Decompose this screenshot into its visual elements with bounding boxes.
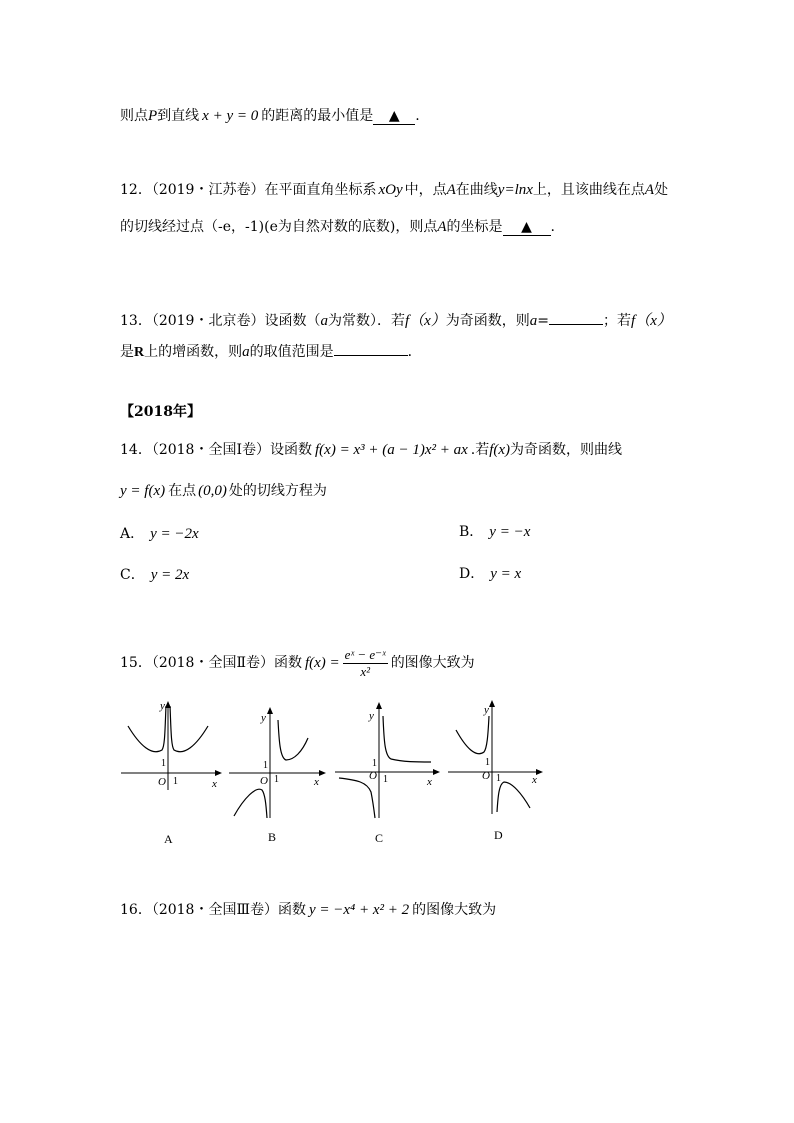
x-axis-label: x	[532, 774, 537, 786]
option-b[interactable]: B． y = −x	[459, 524, 531, 540]
y-axis-label: y	[160, 700, 165, 712]
origin-label: O	[260, 775, 268, 787]
question-12-line2: 的切线经过点（-e，-1)(e为自然对数的底数)，则点A的坐标是 ▲ .	[120, 219, 555, 235]
q11-tail: 则点P到直线 x + y = 0 的距离的最小值是 ▲ .	[120, 108, 420, 124]
graph-d-label: D	[494, 828, 503, 842]
y-axis-label: y	[369, 710, 374, 722]
graph-c[interactable]	[333, 698, 443, 820]
x-tick-1: 1	[496, 773, 501, 784]
question-16-line: 16．（2018・全国Ⅲ卷）函数 y = −x⁴ + x² + 2 的图像大致为	[120, 902, 497, 918]
y-tick-1: 1	[372, 758, 377, 769]
origin-label: O	[482, 770, 490, 782]
year-heading: 【2018年】	[120, 404, 201, 420]
x-axis-label: x	[314, 776, 319, 788]
y-tick-1: 1	[263, 760, 268, 771]
graph-a-label: A	[164, 832, 173, 846]
x-tick-1: 1	[173, 776, 178, 787]
option-a[interactable]: A． y = −2x	[120, 526, 199, 542]
graph-c-label: C	[375, 831, 384, 845]
origin-label: O	[369, 770, 377, 782]
y-tick-1: 1	[485, 757, 490, 768]
graph-b[interactable]	[226, 702, 328, 820]
question-14-line2: y = f(x) 在点 (0,0) 处的切线方程为	[120, 483, 327, 499]
answer-blank[interactable]: ▲	[373, 108, 415, 125]
question-13-line1: 13．（2019・北京卷）设函数（a为常数）．若f（x）为奇函数，则a= ；若f（x）	[120, 313, 672, 329]
y-axis-label: y	[261, 712, 266, 724]
question-12-line1: 12．（2019・江苏卷）在平面直角坐标系 xOy 中，点A在曲线y=lnx上，且该曲线在点A处	[120, 182, 669, 198]
question-14-line1: 14．（2018・全国Ⅰ卷）设函数 f(x) = x³ + (a − 1)x² + ax .若f(x)为奇函数，则曲线	[120, 442, 623, 458]
x-axis-label: x	[427, 776, 432, 788]
origin-label: O	[158, 776, 166, 788]
graph-d[interactable]	[446, 696, 546, 818]
fraction: $\frac{\text{eˣ − e⁻ˣ}}{\text{x²}}$	[344, 646, 386, 679]
option-c[interactable]: C． y = 2x	[120, 567, 190, 583]
graph-a[interactable]	[118, 698, 224, 793]
y-axis-label: y	[484, 704, 489, 716]
graph-b-label: B	[268, 830, 277, 844]
x-tick-1: 1	[274, 774, 279, 785]
x-axis-label: x	[212, 778, 217, 790]
question-13-line2: 是R上的增函数，则a的取值范围是 ．	[120, 344, 422, 360]
answer-blank[interactable]: ▲	[503, 219, 551, 236]
question-15-line: 15．（2018・全国Ⅱ卷）函数 f(x) = $\frac{\text{eˣ − e⁻ˣ}}{\text{x²}}$ 的图像大致为	[120, 646, 475, 679]
option-d[interactable]: D． y = x	[459, 566, 522, 582]
y-tick-1: 1	[161, 758, 166, 769]
answer-blank-range[interactable]	[334, 355, 408, 356]
answer-blank-a[interactable]	[549, 324, 603, 325]
x-tick-1: 1	[383, 774, 388, 785]
